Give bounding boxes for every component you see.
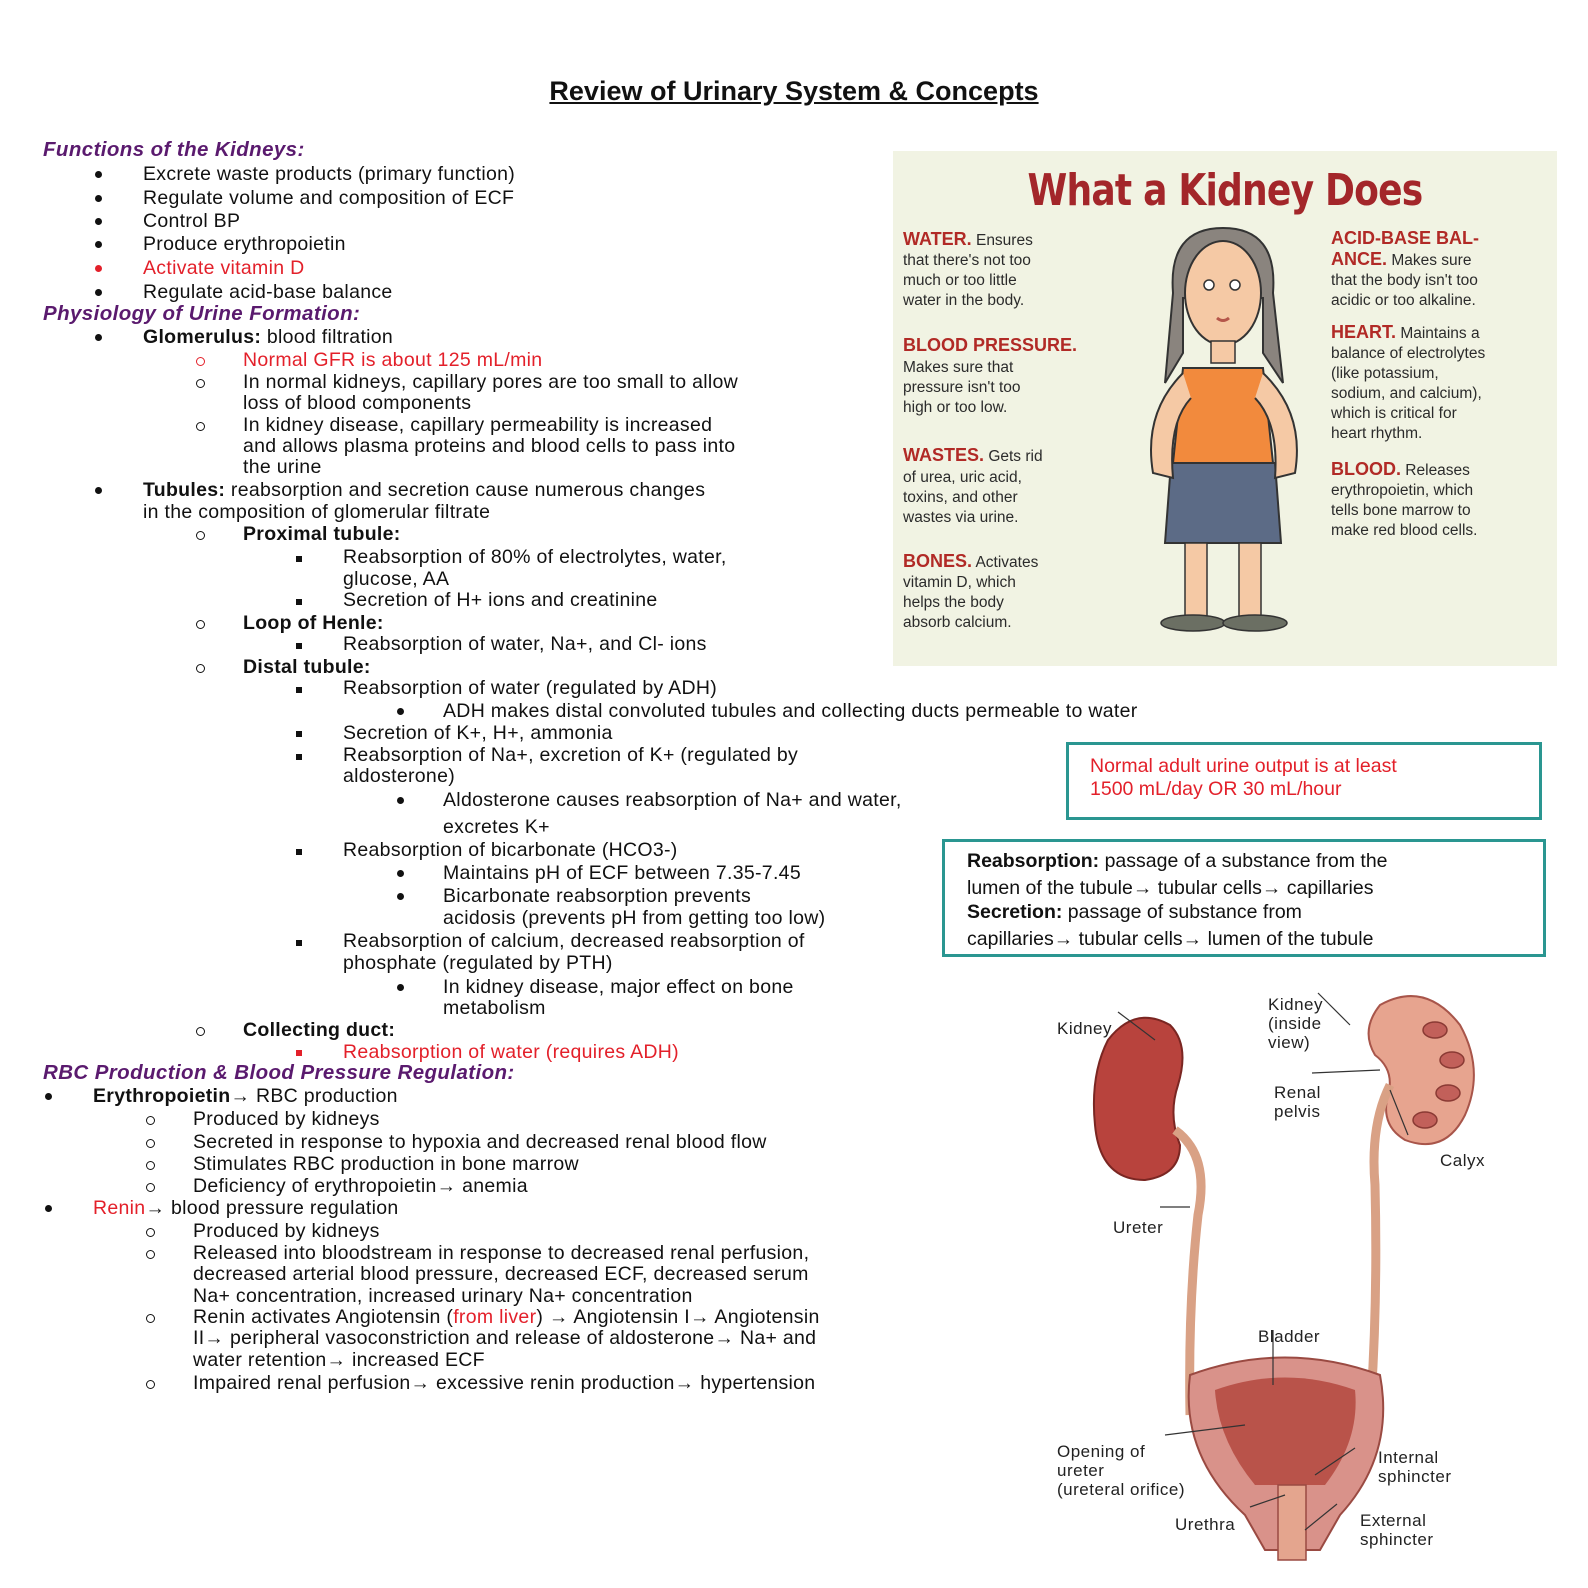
list-item: Secretion of K+, H+, ammonia [343,722,613,744]
heart-line: balance of electrolytes [1331,345,1486,362]
label-bladder: Bladder [1258,1327,1321,1346]
list-item: Renin activates Angiotensin (from liver) → Angiotensin I→ Angiotensin [193,1306,820,1328]
label-opening: Opening of [1057,1442,1146,1461]
list-item-cont: decreased arterial blood pressure, decreased ECF, decreased serum [193,1263,809,1285]
label-external-sphincter: sphincter [1360,1530,1434,1549]
bullet [95,218,102,225]
list-item: Activate vitamin D [143,257,305,279]
list-item: ADH makes distal convoluted tubules and collecting ducts permeable to water [443,700,1138,722]
list-item: Produced by kidneys [193,1108,380,1130]
label-opening: ureter [1057,1461,1105,1480]
epo-item: Erythropoietin→ RBC production [93,1085,398,1107]
bullet [95,241,102,248]
list-item: Reabsorption of bicarbonate (HCO3-) [343,839,678,861]
list-item: Normal GFR is about 125 mL/min [243,349,543,371]
proximal-heading: Proximal tubule: [243,523,401,545]
list-item: Released into bloodstream in response to decreased renal perfusion, [193,1242,810,1264]
acid-line: that the body isn't too [1331,272,1478,289]
physiology-heading: Physiology of Urine Formation: [43,302,361,325]
bullet [95,289,102,296]
list-item: Reabsorption of Na+, excretion of K+ (regulated by [343,744,799,766]
acid-line: acidic or too alkaline. [1331,292,1476,309]
bullet [196,664,205,673]
bullet [296,754,302,760]
bp-line: Makes sure that [903,359,1014,376]
bullet [146,1228,155,1237]
bullet [45,1205,52,1212]
water-block: WATER. Ensures [903,229,1033,249]
label-opening: (ureteral orifice) [1057,1480,1186,1499]
bullet [397,708,404,715]
collecting-heading: Collecting duct: [243,1019,396,1041]
list-item: Reabsorption of water (regulated by ADH) [343,677,718,699]
distal-heading: Distal tubule: [243,656,371,678]
list-item: Maintains pH of ECF between 7.35-7.45 [443,862,801,884]
blood-line: make red blood cells. [1331,522,1478,539]
bullet [196,531,205,540]
secretion-def-cont: capillaries→ tubular cells→ lumen of the tubule [967,928,1374,950]
list-item: Reabsorption of 80% of electrolytes, water, [343,546,727,568]
left-kidney-shape [1094,1018,1183,1180]
list-item: Aldosterone causes reabsorption of Na+ and water, [443,789,902,811]
wastes-block: WASTES. Gets rid [903,445,1043,465]
woman-illustration [1113,223,1343,633]
bullet [196,620,205,629]
list-item-cont: in the composition of glomerular filtrate [143,501,491,523]
label-urethra: Urethra [1175,1515,1236,1534]
label-external-sphincter: External [1360,1511,1427,1530]
urine-line: Normal adult urine output is at least [1090,755,1397,777]
bullet [196,357,205,366]
bp-line: high or too low. [903,399,1008,416]
list-item: Regulate volume and composition of ECF [143,187,515,209]
list-item-cont: and allows plasma proteins and blood cells to pass into [243,435,736,457]
list-item: Secretion of H+ ions and creatinine [343,589,658,611]
kidney-infographic [893,151,1557,666]
functions-heading: Functions of the Kidneys: [43,138,305,161]
heart-line: heart rhythm. [1331,425,1423,442]
bullet [397,893,404,900]
blood-block: BLOOD. Releases [1331,459,1470,479]
bullet [146,1139,155,1148]
bones-block: BONES. Activates [903,551,1039,571]
wastes-line: of urea, uric acid, [903,469,1022,486]
bullet [95,171,102,178]
list-item-cont: metabolism [443,997,546,1019]
label-kidney: Kidney [1057,1019,1112,1038]
bullet [95,265,102,272]
renin-item: Renin→ blood pressure regulation [93,1197,399,1219]
bullet [146,1161,155,1170]
label-calyx: Calyx [1440,1151,1486,1170]
bullet [296,731,302,737]
urine-output-box [1066,742,1542,820]
wastes-line: toxins, and other [903,489,1018,506]
definitions-box [942,839,1546,957]
rbc-heading: RBC Production & Blood Pressure Regulation: [43,1061,515,1084]
heart-block: HEART. Maintains a [1331,322,1480,342]
infographic-title: What a Kidney Does [1027,165,1423,216]
heart-line: sodium, and calcium), [1331,385,1482,402]
label-renal-pelvis: Renal [1274,1083,1321,1102]
label-ureter: Ureter [1113,1218,1164,1237]
reabsorption-def-cont: lumen of the tubule→ tubular cells→ capillaries [967,877,1374,899]
list-item: Bicarbonate reabsorption prevents [443,885,751,907]
heart-line: (like potassium, [1331,365,1439,382]
list-item-cont: aldosterone) [343,765,456,787]
right-ureter [1370,1085,1390,1415]
bullet [397,984,404,991]
bullet [296,1050,302,1056]
water-line: water in the body. [903,292,1025,309]
bullet [95,195,102,202]
list-item: In kidney disease, capillary permeability is increased [243,414,713,436]
bullet [196,379,205,388]
list-item-cont: excretes K+ [443,816,550,838]
list-item: Regulate acid-base balance [143,281,393,303]
list-item-cont: Na+ concentration, increased urinary Na+ concentration [193,1285,693,1307]
heart-line: which is critical for [1331,405,1457,422]
list-item: Impaired renal perfusion→ excessive renin production→ hypertension [193,1372,816,1394]
list-item-cont: glucose, AA [343,568,450,590]
label-renal-pelvis: pelvis [1274,1102,1321,1121]
label-internal-sphincter: sphincter [1378,1467,1452,1486]
list-item: In normal kidneys, capillary pores are too small to allow [243,371,739,393]
bullet [196,1027,205,1036]
acid-block: ACID-BASE BAL- [1331,228,1479,248]
loop-heading: Loop of Henle: [243,612,384,634]
acid-line: ANCE. Makes sure [1331,249,1472,269]
urine-line: 1500 mL/day OR 30 mL/hour [1090,778,1342,800]
bullet [45,1093,52,1100]
bullet [146,1314,155,1323]
bullet [296,643,302,649]
list-item: In kidney disease, major effect on bone [443,976,794,998]
list-item: Deficiency of erythropoietin→ anemia [193,1175,528,1197]
bullet [196,422,205,431]
blood-line: erythropoietin, which [1331,482,1474,499]
bullet [95,487,102,494]
bullet [146,1116,155,1125]
list-item: Secreted in response to hypoxia and decreased renal blood flow [193,1131,767,1153]
bp-block: BLOOD PRESSURE. [903,335,1078,355]
bullet [296,599,302,605]
list-item-cont: phosphate (regulated by PTH) [343,952,613,974]
list-item: Reabsorption of water, Na+, and Cl- ions [343,633,707,655]
bones-line: absorb calcium. [903,614,1012,631]
reabsorption-def: Reabsorption: passage of a substance from the [967,850,1388,872]
page-title: Review of Urinary System & Concepts [549,76,1039,106]
bullet [296,687,302,693]
list-item: Excrete waste products (primary function) [143,163,516,185]
secretion-def: Secretion: passage of substance from [967,901,1302,923]
water-line: that there's not too [903,252,1031,269]
bullet [296,940,302,946]
wastes-line: wastes via urine. [903,509,1019,526]
bones-line: helps the body [903,594,1004,611]
list-item-cont: the urine [243,456,322,478]
bullet [397,797,404,804]
list-item: Reabsorption of water (requires ADH) [343,1041,679,1063]
bullet [146,1380,155,1389]
bp-line: pressure isn't too [903,379,1021,396]
glomerulus-item: Glomerulus: blood filtration [143,326,394,348]
bullet [95,334,102,341]
list-item-cont: loss of blood components [243,392,472,414]
label-kidney-inside: (inside [1268,1014,1322,1033]
list-item-cont: water retention→ increased ECF [193,1349,485,1371]
list-item: Produce erythropoietin [143,233,346,255]
list-item: Stimulates RBC production in bone marrow [193,1153,579,1175]
label-kidney-inside: Kidney [1268,995,1323,1014]
blood-line: tells bone marrow to [1331,502,1471,519]
tubules-item: Tubules: reabsorption and secretion cause numerous changes [143,479,706,501]
label-internal-sphincter: Internal [1378,1448,1439,1467]
list-item: Control BP [143,210,241,232]
bullet [397,870,404,877]
label-kidney-inside: view) [1268,1033,1311,1052]
list-item-cont: II→ peripheral vasoconstriction and release of aldosterone→ Na+ and [193,1327,817,1349]
bones-line: vitamin D, which [903,574,1016,591]
list-item: Reabsorption of calcium, decreased reabsorption of [343,930,805,952]
bullet [296,556,302,562]
bullet [146,1250,155,1259]
bullet [146,1183,155,1192]
water-line: much or too little [903,272,1017,289]
list-item-cont: acidosis (prevents pH from getting too low) [443,907,826,929]
list-item: Produced by kidneys [193,1220,380,1242]
bullet [296,849,302,855]
